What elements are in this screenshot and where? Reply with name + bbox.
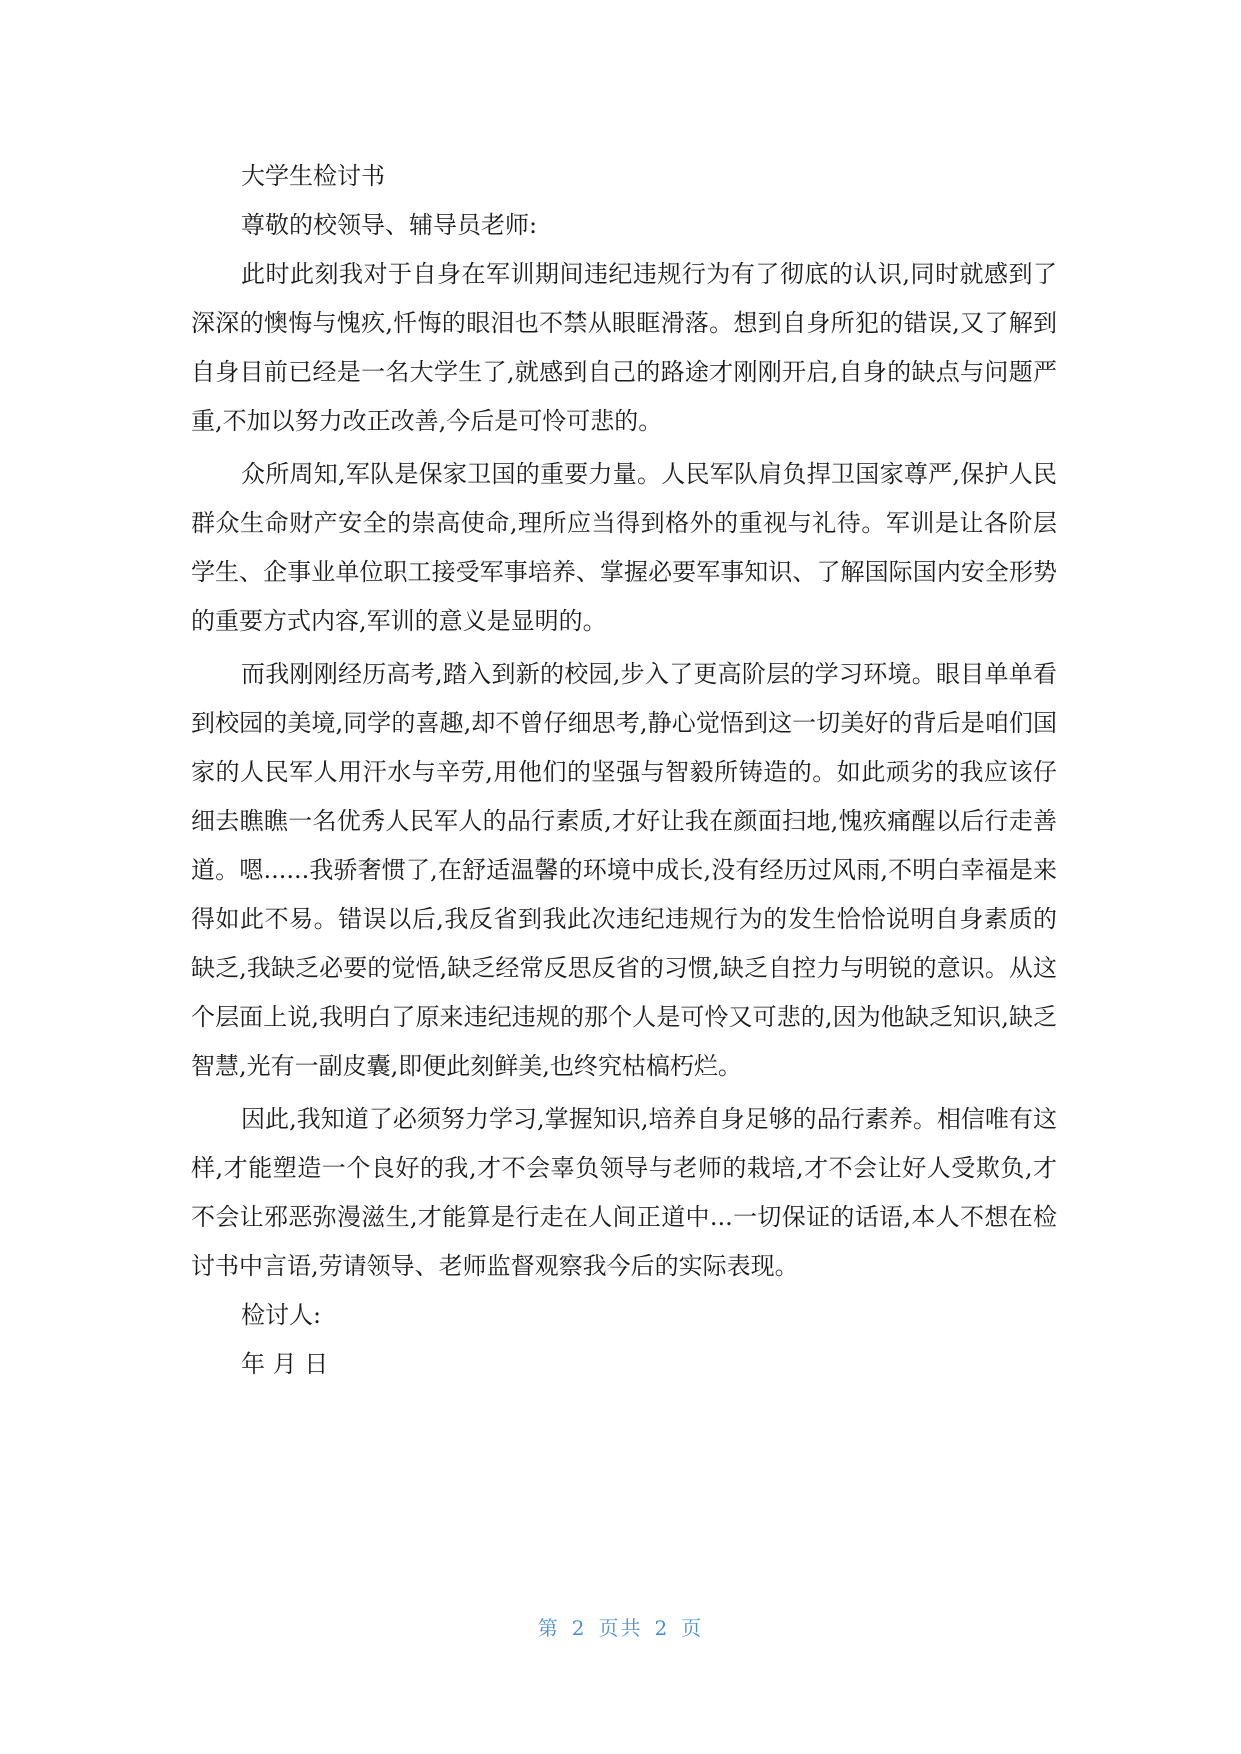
page-number-footer (0, 1612, 1241, 1641)
paragraph-2: 众所周知,军队是保家卫国的重要力量。人民军队肩负捍卫国家尊严,保护人民群众生命财产安全的崇高使命,理所应当得到格外的重视与礼待。军训是让各阶层学生、企事业单位职工接受军事培养、掌握必要军事知识、了解国际国内安全形势的重要方式内容,军训的意义是显明的。 (191, 460, 1057, 635)
page-current: 2 (571, 1616, 587, 1640)
page-total: 2 (654, 1616, 670, 1640)
paragraph-1: 此时此刻我对于自身在军训期间违纪违规行为有了彻底的认识,同时就感到了深深的懊悔与愧疚,忏悔的眼泪也不禁从眼眶滑落。想到自身所犯的错误,又了解到自身目前已经是一名大学生了,就感到自己的路途才刚刚开启,自身的缺点与问题严重,不加以努力改正改善,今后是可怜可悲的。 (191, 260, 1057, 435)
salutation: 尊敬的校领导、辅导员老师: (241, 211, 538, 239)
page-label-prefix: 第 (537, 1616, 560, 1640)
document-body (191, 152, 1057, 1389)
page-label-mid: 页共 (598, 1616, 643, 1640)
page-label-suffix: 页 (681, 1616, 704, 1640)
date-line: 年 月 日 (241, 1350, 329, 1378)
signature-label: 检讨人: (241, 1301, 322, 1329)
paragraph-4: 因此,我知道了必须努力学习,掌握知识,培养自身足够的品行素养。相信唯有这样,才能塑造一个良好的我,才不会辜负领导与老师的栽培,才不会让好人受欺负,才不会让邪恶弥漫滋生,才能算是行走在人间正道中...一切保证的话语,本人不想在检讨书中言语,劳请领导、老师监督观察我今后的实际表现。 (191, 1105, 1057, 1280)
paragraph-3: 而我刚刚经历高考,踏入到新的校园,步入了更高阶层的学习环境。眼目单单看到校园的美境,同学的喜趣,却不曾仔细思考,静心觉悟到这一切美好的背后是咱们国家的人民军人用汗水与辛劳,用他们的坚强与智毅所铸造的。如此顽劣的我应该仔细去瞧瞧一名优秀人民军人的品行素质,才好让我在颜面扫地,愧疚痛醒以后行走善道。嗯......我骄奢惯了,在舒适温馨的环境中成长,没有经历过风雨,不明白幸福是来得如此不易。错误以后,我反省到我此次违纪违规行为的发生恰恰说明自身素质的缺乏,我缺乏必要的觉悟,缺乏经常反思反省的习惯,缺乏自控力与明锐的意识。从这个层面上说,我明白了原来违纪违规的那个人是可怜又可悲的,因为他缺乏知识,缺乏智慧,光有一副皮囊,即便此刻鲜美,也终究枯槁朽烂。 (191, 660, 1057, 1080)
document-title: 大学生检讨书 (241, 162, 385, 190)
